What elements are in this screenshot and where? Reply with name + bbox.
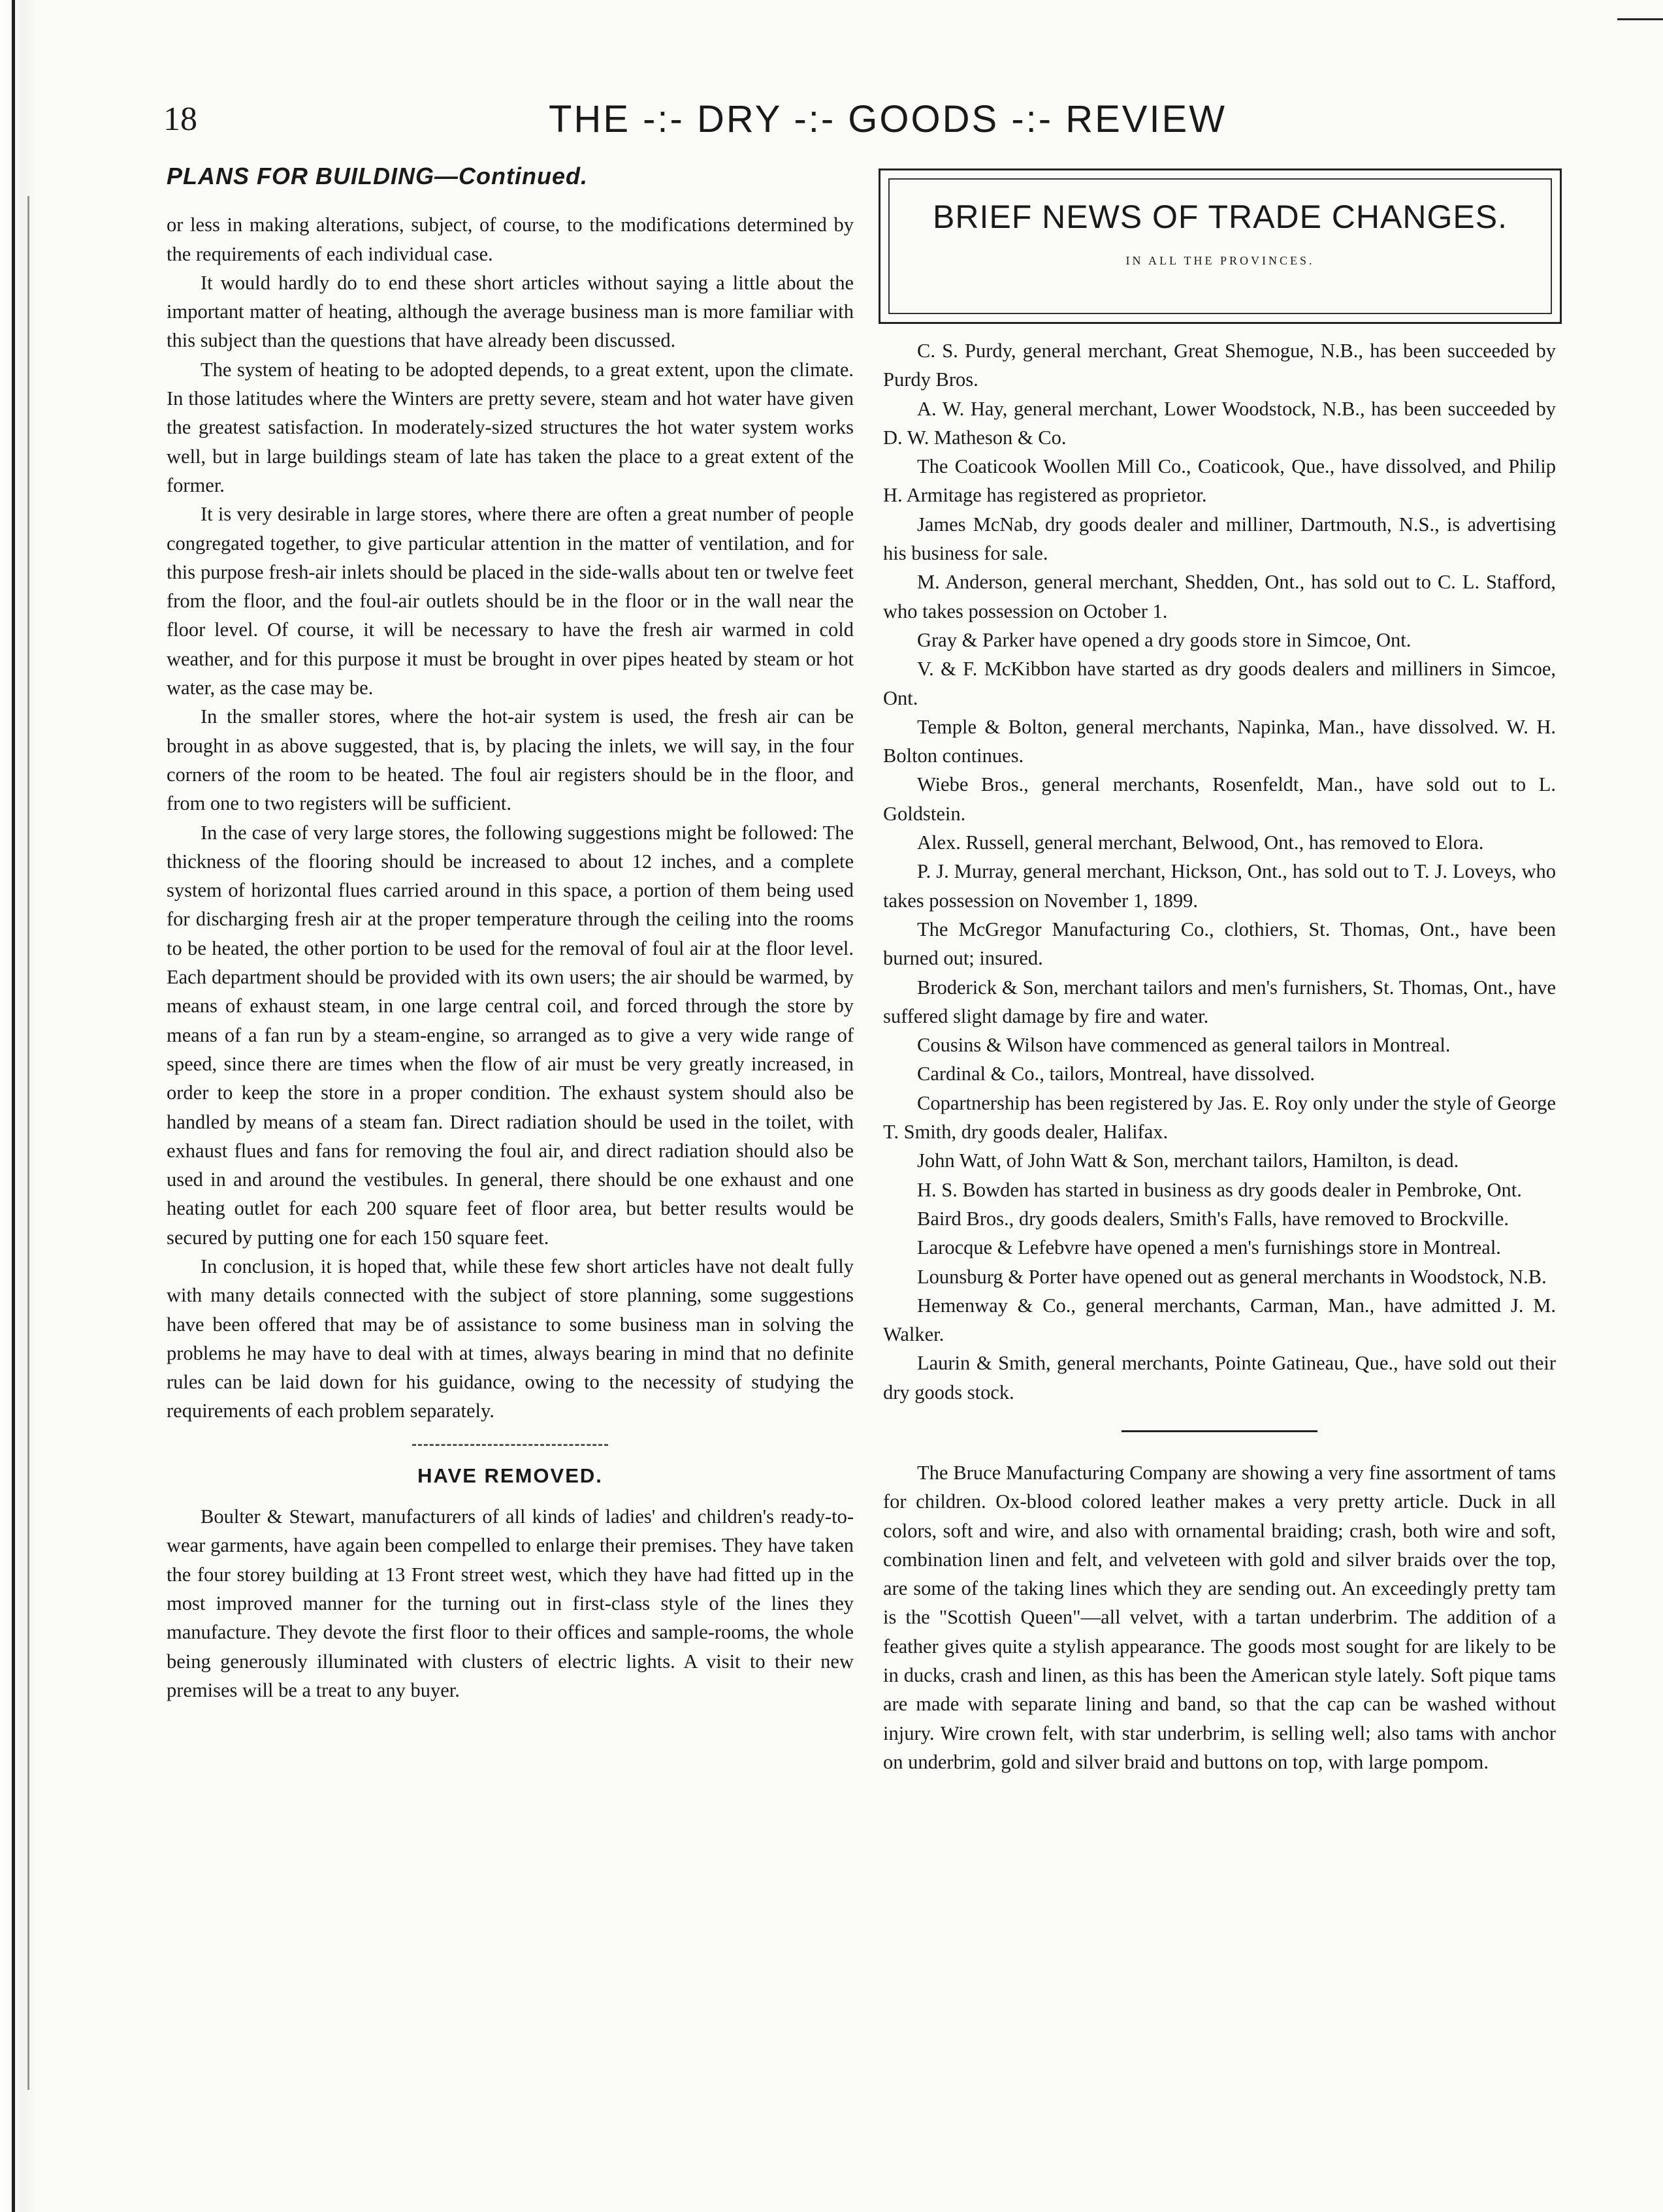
paragraph: or less in making alterations, subject, of course, to the modifications determined by the requirements of each individual case.	[167, 214, 854, 265]
paragraph: In conclusion, it is hoped that, while these few short articles have not dealt fully with many details connected with the subject of store planning, some suggestions have been offered that may be of assistance to some business man in solving the problems he may have to deal with at times, always bearing in mind that no definite rules can be laid down for his guidance, owing to the necessity of studying the requirements of each problem separately.	[167, 1255, 854, 1422]
paragraph: The system of heating to be adopted depends, to a great extent, upon the climate. In those latitudes where the Winters are pretty severe, steam and hot water have given the greatest satisfaction. In moderately-sized structures the hot water system works well, but in large buildings steam of late has taken the place to a great extent of the former.	[167, 358, 854, 496]
news-item: Baird Bros., dry goods dealers, Smith's Falls, have removed to Brockville.	[917, 1207, 1509, 1230]
news-item: H. S. Bowden has started in business as dry goods dealer in Pembroke, Ont.	[917, 1178, 1522, 1201]
corner-rule	[1617, 18, 1663, 20]
news-item: Lounsburg & Porter have opened out as general merchants in Woodstock, N.B.	[917, 1265, 1547, 1288]
news-item: V. & F. McKibbon have started as dry goods dealers and milliners in Simcoe, Ont.	[883, 658, 1556, 709]
paragraph: Boulter & Stewart, manufacturers of all kinds of ladies' and children's ready-to-wear garments, have again been compelled to enlarge their premises. They have taken the four storey building at 13 Front street west, which they have had fitted up in the most improved manner for the turning out in first-class style of the lines they manufacture. They devote the first floor to their offices and sample-rooms, the whole being generously illuminated with clusters of electric lights. A visit to their new premises will be a treat to any buyer.	[167, 1505, 854, 1701]
news-item: Cardinal & Co., tailors, Montreal, have dissolved.	[917, 1063, 1316, 1085]
news-item: The McGregor Manufacturing Co., clothiers, St. Thomas, Ont., have been burned out; insured.	[883, 918, 1556, 970]
news-item: M. Anderson, general merchant, Shedden, Ont., has sold out to C. L. Stafford, who takes possession on October 1.	[883, 571, 1556, 622]
brief-news-subtitle: IN ALL THE PROVINCES.	[1125, 254, 1315, 267]
section-divider	[412, 1444, 608, 1446]
news-item: Cousins & Wilson have commenced as general tailors in Montreal.	[917, 1034, 1451, 1057]
paragraph: It is very desirable in large stores, where there are often a great number of people congregated together, to give particular attention in the matter of ventilation, and for this purpose fresh-air inlets should be placed in the side-walls about ten or twelve feet from the floor, and the foul-air outlets should be in the floor or in the wall near the floor level. Of course, it will be necessary to have the fresh air warmed in cold weather, and for this purpose it must be brought in over pipes heated by steam or hot water, as the case may be.	[167, 503, 854, 699]
news-item: Larocque & Lefebvre have opened a men's furnishings store in Montreal.	[917, 1236, 1501, 1259]
news-item: John Watt, of John Watt & Son, merchant tailors, Hamilton, is dead.	[917, 1149, 1459, 1172]
news-item: Wiebe Bros., general merchants, Rosenfeldt, Man., have sold out to L. Goldstein.	[883, 773, 1556, 825]
news-item: Alex. Russell, general merchant, Belwood, Ont., has removed to Elora.	[917, 831, 1484, 854]
section-divider	[1122, 1430, 1317, 1432]
news-item: Temple & Bolton, general merchants, Napinka, Man., have dissolved. W. H. Bolton continues.	[883, 715, 1556, 767]
paragraph: In the smaller stores, where the hot-air system is used, the fresh air can be brought in as above suggested, that is, by placing the inlets, we will say, in the four corners of the room to be heated. The foul air registers should be in the floor, and from one to two registers will be sufficient.	[167, 705, 854, 815]
news-item: Broderick & Son, merchant tailors and men's furnishers, St. Thomas, Ont., have suffered slight damage by fire and water.	[883, 976, 1556, 1027]
page-header	[157, 88, 1528, 153]
news-item: Laurin & Smith, general merchants, Pointe Gatineau, Que., have sold out their dry goods stock.	[883, 1352, 1556, 1403]
paragraph: In the case of very large stores, the following suggestions might be followed: The thickness of the flooring should be increased to about 12 inches, and a complete system of horizontal flues carried around in this space, a portion of them being used for discharging fresh air at the proper temperature through the ceiling into the rooms to be heated, the other portion to be used for the removal of foul air at the floor level. Each department should be provided with its own users; the air should be warmed, by means of exhaust steam, in one large central coil, and forced through the store by means of a fan run by a steam-engine, so arranged as to give a very wide range of speed, since there are times when the flow of air must be very greatly increased, in order to keep the store in a proper condition. The exhaust system should also be handled by means of a steam fan. Direct radiation should be used in the toilet, with exhaust flues and fans for removing the foul air, and direct radiation should also be used in and around the vestibules. In general, there should be one exhaust and one heating outlet for each 200 square feet of floor area, but better results would be secured by putting one for each 150 square feet.	[167, 821, 854, 1249]
section-heading-have-removed: HAVE REMOVED.	[417, 1464, 603, 1487]
right-column	[883, 336, 1556, 1776]
binding-rule	[12, 0, 15, 2212]
paragraph: It would hardly do to end these short articles without saying a little about the important matter of heating, although the average business man is more familiar with this subject than the questions that have already been discussed.	[167, 271, 854, 352]
news-item: A. W. Hay, general merchant, Lower Woodstock, N.B., has been succeeded by D. W. Matheson & Co.	[883, 397, 1556, 449]
page-binding-edge	[0, 0, 39, 2212]
news-item: Hemenway & Co., general merchants, Carman, Man., have admitted J. M. Walker.	[883, 1294, 1556, 1346]
section-heading-plans: PLANS FOR BUILDING—Continued.	[167, 163, 588, 189]
left-column	[167, 162, 854, 1705]
binding-shadow-rule	[27, 196, 29, 2090]
page-number: 18	[163, 101, 197, 138]
news-item: C. S. Purdy, general merchant, Great Shemogue, N.B., has been succeeded by Purdy Bros.	[883, 340, 1556, 391]
paragraph-bruce-tams: The Bruce Manufacturing Company are showing a very fine assortment of tams for children. Ox-blood colored leather makes a very pretty article. Duck in all colors, soft and wire, and also with ornamental braiding; crash, both wire and soft, combination linen and felt, and velveteen with gold and silver braids over the top, are some of the taking lines which they are sending out. An exceedingly pretty tam is the "Scottish Queen"—all velvet, with a tartan underbrim. The addition of a feather gives quite a stylish appearance. The goods most sought for are likely to be in ducks, crash and linen, as this has been the American style lately. Soft pique tams are made with separate lining and band, so that the cap can be washed without injury. Wire crown felt, with star underbrim, is selling well; also tams with anchor on underbrim, gold and silver braid and buttons on top, with large pompom.	[883, 1461, 1556, 1773]
news-item: Gray & Parker have opened a dry goods store in Simcoe, Ont.	[917, 628, 1412, 651]
news-item: The Coaticook Woollen Mill Co., Coaticook, Que., have dissolved, and Philip H. Armitage has registered as proprietor.	[883, 455, 1556, 507]
journal-title: THE -:- DRY -:- GOODS -:- REVIEW	[549, 98, 1227, 140]
news-item: James McNab, dry goods dealer and milliner, Dartmouth, N.S., is advertising his business for sale.	[883, 513, 1556, 565]
news-item: Copartnership has been registered by Jas. E. Roy only under the style of George T. Smith, dry goods dealer, Halifax.	[883, 1091, 1556, 1144]
news-item: P. J. Murray, general merchant, Hickson, Ont., has sold out to T. J. Loveys, who takes possession on November 1, 1899.	[883, 860, 1556, 912]
brief-news-title-box	[879, 168, 1562, 324]
brief-news-title: BRIEF NEWS OF TRADE CHANGES.	[933, 199, 1508, 235]
